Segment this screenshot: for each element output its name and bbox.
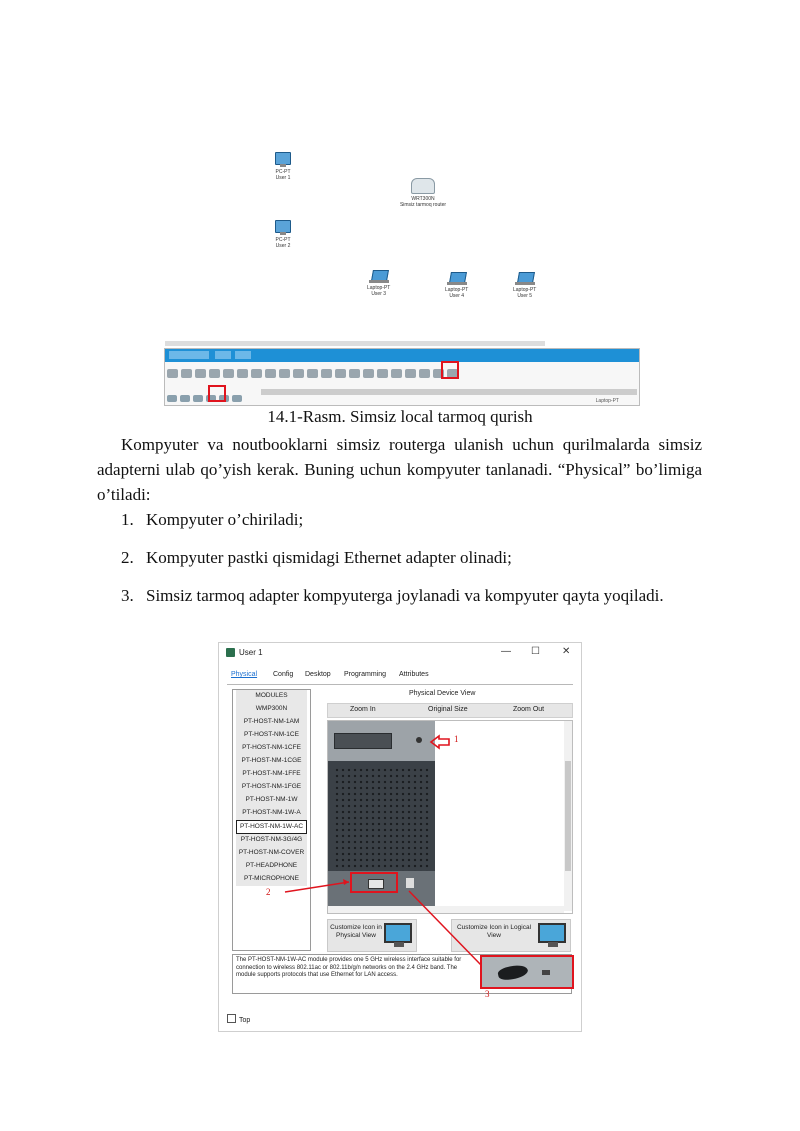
- module-item[interactable]: PT-HOST-NM-1W-A: [236, 807, 307, 820]
- tab-programming[interactable]: Programming: [344, 671, 387, 678]
- zoom-out-button[interactable]: Zoom Out: [513, 706, 545, 713]
- marker-2: 2: [266, 887, 271, 897]
- arrow-1: [431, 736, 449, 748]
- node-label: User 4: [449, 293, 465, 299]
- toolbar-selected-label: Laptop-PT: [595, 398, 619, 404]
- laptop-node-user5: [513, 272, 536, 299]
- button-label: Customize Icon in Logical View: [456, 924, 532, 939]
- node-label: User 5: [517, 293, 533, 299]
- tab-attributes[interactable]: Attributes: [399, 671, 429, 678]
- pc-node-user2: [275, 220, 291, 249]
- node-type: Laptop-PT: [367, 285, 391, 291]
- arrow-3: [409, 891, 481, 965]
- pc-icon: [275, 152, 291, 165]
- list-text: Kompyuter o’chiriladi;: [146, 510, 304, 529]
- highlight-laptop: [208, 385, 226, 402]
- list-number: 2.: [121, 548, 134, 567]
- node-type: Laptop-PT: [513, 287, 537, 293]
- module-item[interactable]: PT-HOST-NM-1CE: [236, 729, 307, 742]
- close-button[interactable]: ✕: [562, 646, 571, 657]
- node-label: Simsiz tarmoq router: [399, 202, 447, 208]
- module-item[interactable]: PT-HOST-NM-1CFE: [236, 742, 307, 755]
- list-item: [121, 507, 702, 532]
- zoom-in-button[interactable]: Zoom In: [350, 706, 376, 713]
- node-label: User 1: [275, 175, 291, 181]
- laptop-icon: [515, 272, 535, 285]
- figure-caption: 14.1-Rasm. Simsiz local tarmoq qurish: [267, 407, 533, 426]
- node-type: PC-PT: [275, 169, 291, 175]
- arrow-2-head: [343, 879, 349, 885]
- module-item[interactable]: PT-HEADPHONE: [236, 860, 307, 873]
- tab-physical[interactable]: Physical: [231, 671, 258, 678]
- node-type: Laptop-PT: [445, 287, 469, 293]
- wireless-router-icon: [411, 178, 435, 194]
- pc-node-user1: [275, 152, 291, 181]
- module-list-header: MODULES: [236, 690, 307, 703]
- list-number: 1.: [121, 510, 134, 529]
- module-item[interactable]: PT-HOST-NM-3G/4G: [236, 834, 307, 847]
- device-list-scroll[interactable]: [261, 389, 637, 395]
- list-text: Simsiz tarmoq adapter kompyuterga joylanadi va kompyuter qayta yoqiladi.: [146, 586, 664, 605]
- physical-view-label: Physical Device View: [409, 690, 476, 697]
- window-title: User 1: [239, 648, 263, 657]
- minimize-button[interactable]: —: [501, 646, 511, 657]
- device-toolbar: [164, 348, 640, 406]
- button-label: Customize Icon in Physical View: [330, 924, 382, 939]
- node-label: User 3: [371, 291, 387, 297]
- arrow-2: [285, 882, 349, 892]
- laptop-node-user4: [445, 272, 468, 299]
- node-type: PC-PT: [275, 237, 291, 243]
- list-item: [121, 583, 702, 608]
- node-type: WRT300N: [411, 196, 435, 202]
- original-size-button[interactable]: Original Size: [428, 706, 468, 713]
- marker-3: 3: [485, 989, 490, 999]
- module-item[interactable]: PT-HOST-NM-1CGE: [236, 755, 307, 768]
- laptop-icon: [447, 272, 467, 285]
- laptop-icon: [369, 270, 389, 283]
- module-item[interactable]: PT-HOST-NM-1AM: [236, 716, 307, 729]
- list-text: Kompyuter pastki qismidagi Ethernet adapter olinadi;: [146, 548, 512, 567]
- canvas-scrollbar[interactable]: [165, 341, 545, 346]
- pc-icon: [275, 220, 291, 233]
- router-node: [378, 178, 468, 208]
- module-item[interactable]: PT-MICROPHONE: [236, 873, 307, 886]
- description-text: The PT-HOST-NM-1W-AC module provides one 5 GHz wireless interface suitable for connection to wireless 802.11ac or 802.11b/g/n networks on the 2.4 GHz band. The module supports protocols that use Ethernet for LAN access.: [236, 957, 462, 978]
- device-type-bar: [165, 349, 639, 362]
- device-window: [218, 642, 582, 1032]
- body-paragraph: Kompyuter va noutbooklarni simsiz routerga ulanish uchun qurilmalarda simsiz adapterni ulab qo’yish kerak. Buning uchun kompyuter tanlanadi. “Physical” bo’limiga o’tiladi:: [97, 435, 702, 504]
- module-item-selected[interactable]: PT-HOST-NM-1W-AC: [236, 820, 307, 834]
- network-figure: [160, 140, 640, 405]
- list-number: 3.: [121, 586, 134, 605]
- list-item: [121, 545, 702, 570]
- marker-1: 1: [454, 734, 459, 744]
- module-item[interactable]: PT-HOST-NM-1FGE: [236, 781, 307, 794]
- annotation-arrows: [219, 643, 581, 1031]
- module-item[interactable]: PT-HOST-NM-1FFE: [236, 768, 307, 781]
- module-item[interactable]: PT-HOST-NM-1W: [236, 794, 307, 807]
- laptop-node-user3: [367, 270, 390, 297]
- highlight-end-devices: [441, 361, 459, 379]
- tab-desktop[interactable]: Desktop: [305, 671, 331, 678]
- tab-config[interactable]: Config: [273, 671, 294, 678]
- module-item[interactable]: PT-HOST-NM-COVER: [236, 847, 307, 860]
- module-item[interactable]: WMP300N: [236, 703, 307, 716]
- node-label: User 2: [275, 243, 291, 249]
- checkbox-label: Top: [239, 1017, 251, 1024]
- maximize-button[interactable]: ☐: [531, 646, 540, 657]
